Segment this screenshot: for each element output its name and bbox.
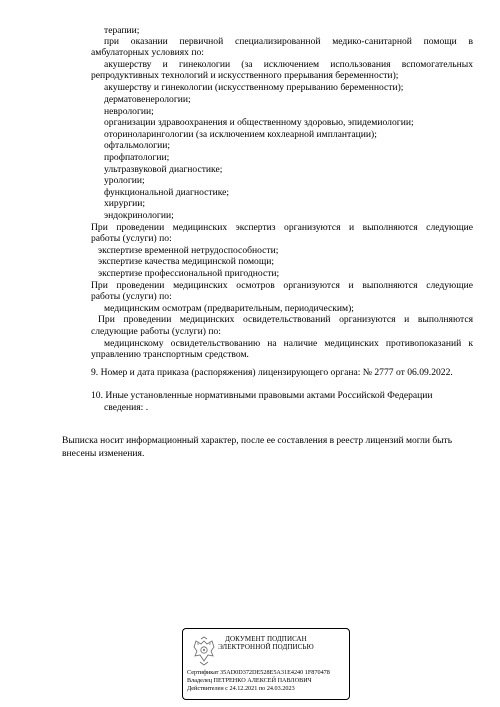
text-line: терапии;: [104, 25, 140, 36]
text-line: урологии;: [104, 175, 145, 186]
section-10-line: 10. Иные установленные нормативными правовыми актами Российской Федерации: [91, 390, 433, 401]
disclaimer-line: внесены изменения.: [62, 448, 145, 459]
text-line: дерматовенерологии;: [104, 94, 191, 105]
text-line: неврологии;: [104, 106, 154, 117]
stamp-title: ДОКУМЕНТ ПОДПИСАН: [225, 635, 307, 643]
text-line: медицинскому освидетельствованию на наличие медицинских противопоказаний к: [104, 338, 473, 349]
stamp-subtitle: ЭЛЕКТРОННОЙ ПОДПИСЬЮ: [218, 643, 314, 651]
text-line: эндокринологии;: [104, 210, 174, 221]
text-line: акушерству и гинекологии (за исключением использования вспомогательных: [104, 59, 473, 70]
text-line: ультразвуковой диагностике;: [104, 164, 223, 175]
text-line: организации здравоохранения и общественному здоровью, эпидемиологии;: [104, 117, 414, 128]
disclaimer-line: Выписка носит информационный характер, после ее составления в реестр лицензий могли быть: [62, 436, 453, 446]
section-9-line: 9. Номер и дата приказа (распоряжения) лицензирующего органа: № 2777 от 06.09.2022.: [91, 367, 453, 378]
text-line: функциональной диагностике;: [104, 187, 230, 198]
text-line: следующие работы (услуги) по:: [91, 326, 221, 337]
text-line: медицинским осмотрам (предварительным, периодическим);: [104, 303, 354, 314]
text-line: При проведении медицинских осмотров организуются и выполняются следующие: [91, 280, 473, 291]
stamp-validity: Действителен с 24.12.2021 по 24.03.2023: [187, 685, 295, 692]
text-line: амбулаторных условиях по:: [91, 47, 204, 58]
text-line: При проведении медицинских освидетельствований организуются и выполняются: [98, 314, 473, 325]
text-line: хирургии;: [104, 198, 146, 209]
text-line: экспертизе профессиональной пригодности;: [98, 268, 280, 279]
text-line: работы (услуги) по:: [91, 291, 172, 302]
text-line: репродуктивных технологий и искусственного прерывания беременности);: [91, 70, 399, 81]
text-line: При проведении медицинских экспертиз организуются и выполняются следующие: [91, 222, 473, 233]
text-line: экспертизе временной нетрудоспособности;: [98, 245, 279, 256]
electronic-signature-stamp: [182, 628, 350, 700]
stamp-certificate: Сертификат 35AD0D372DE528E5A31E4240 1F870478: [187, 669, 330, 676]
text-line: при оказании первичной специализированной медико-санитарной помощи в: [104, 36, 473, 47]
section-10-continuation: сведения: .: [104, 402, 149, 413]
text-line: профпатологии;: [104, 152, 170, 163]
text-line: управлению транспортным средством.: [91, 349, 249, 360]
text-line: работы (услуги) по:: [91, 233, 172, 244]
text-line: оториноларингологии (за исключением кохлеарной имплантации);: [104, 129, 377, 140]
text-line: офтальмологии;: [104, 140, 171, 151]
text-line: экспертизе качества медицинской помощи;: [98, 256, 275, 267]
text-line: акушерству и гинекологии (искусственному прерыванию беременности);: [104, 82, 404, 93]
stamp-owner: Владелец ПЕТРЕНКО АЛЕКСЕЙ ПАВЛОВИЧ: [187, 677, 312, 684]
